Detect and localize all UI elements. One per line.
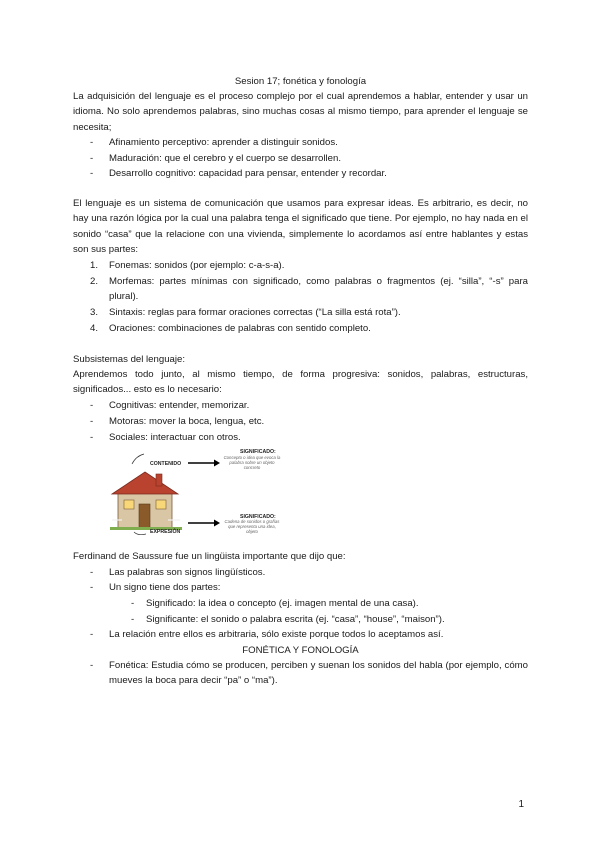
significado-bottom-desc: Cadena de sonidos o grafías que representa una idea, objeto (224, 519, 280, 534)
bullet-dash: - (131, 598, 135, 609)
list-item-text: Afinamiento perceptivo: aprender a distinguir sonidos. (109, 137, 338, 148)
bullet-dash: - (90, 137, 94, 148)
list-item-text: Significado: la idea o concepto (ej. imagen mental de una casa). (146, 598, 419, 609)
bullet-dash: - (90, 567, 94, 578)
list-item-text: Motoras: mover la boca, lengua, etc. (109, 416, 265, 427)
bullet-dash: - (90, 400, 94, 411)
item-text: Morfemas: partes mínimas con significado, como palabras o fragmentos (ej. “silla”, “-s” para plural). (109, 276, 528, 303)
subsystems-intro: Aprendemos todo junto, al mismo tiempo, de forma progresiva: sonidos, palabras, estructuras, significados... esto es lo necesario: (73, 369, 528, 396)
item-number: 3. (90, 307, 99, 318)
list-item-text: Desarrollo cognitivo: capacidad para pensar, entender y recordar. (109, 168, 387, 179)
bullet-dash: - (90, 629, 94, 640)
significado-top-desc: Concepto o idea que evoca la palabra sobre un objeto concreto (223, 455, 281, 470)
significado-bottom-label: SIGNIFICADO: (240, 514, 276, 520)
arrow-bottom-head (214, 520, 220, 527)
bullet-dash: - (90, 168, 94, 179)
language-definition: El lenguaje es un sistema de comunicación que usamos para expresar ideas. Es arbitrario, es decir, no hay una razón lógica por la cual una palabra tenga el significado que tiene. Por ejemplo, no hay nada en el sonido “casa” que la relacione con una vivienda, simplemente lo acordamos así entre hablantes y estas son sus partes: (73, 198, 528, 256)
item-number: 1. (90, 260, 99, 271)
significado-top-label: SIGNIFICADO: (240, 449, 276, 455)
list-item-text: Sociales: interactuar con otros. (109, 432, 241, 443)
bullet-dash: - (90, 660, 94, 671)
section-title: FONÉTICA Y FONOLOGÍA (242, 645, 359, 656)
bullet-dash: - (90, 416, 94, 427)
bullet-dash: - (90, 582, 94, 593)
list-item-text: Maduración: que el cerebro y el cuerpo se desarrollen. (109, 153, 341, 164)
list-item-text: Cognitivas: entender, memorizar. (109, 400, 250, 411)
intro-paragraph: La adquisición del lenguaje es el proceso complejo por el cual aprendemos a hablar, entender y usar un idioma. No solo aprendemos palabras, sino muchas cosas al mismo tiempo, para aprender el lenguaje se necesita; (73, 91, 528, 133)
bullet-dash: - (90, 153, 94, 164)
list-item-text: Fonética: Estudia cómo se producen, perciben y suenan los sonidos del habla (por ejemplo, cómo mueves la boca para decir “pa” o “ma”). (109, 660, 528, 687)
bullet-dash: - (90, 432, 94, 443)
item-number: 2. (90, 276, 99, 287)
item-text: Fonemas: sonidos (por ejemplo: c-a-s-a). (109, 260, 285, 271)
list-item-text: Las palabras son signos lingüísticos. (109, 567, 266, 578)
saussure-intro: Ferdinand de Saussure fue un lingüista importante que dijo que: (73, 551, 346, 562)
sign-diagram (110, 444, 315, 540)
page-title: Sesion 17; fonética y fonología (234, 76, 367, 87)
curve-arrow-bottom (134, 532, 146, 535)
house-illustration (110, 472, 182, 530)
curve-arrow-top (132, 454, 144, 464)
item-text: Sintaxis: reglas para formar oraciones correctas (“La silla está rota”). (109, 307, 401, 318)
item-number: 4. (90, 323, 99, 334)
list-item-text: La relación entre ellos es arbitraria, sólo existe porque todos lo aceptamos así. (109, 629, 444, 640)
subsystems-heading: Subsistemas del lenguaje: (73, 354, 185, 365)
bullet-dash: - (131, 614, 135, 625)
contenido-label: CONTENIDO (150, 461, 182, 467)
item-text: Oraciones: combinaciones de palabras con sentido completo. (109, 323, 371, 334)
page-number: 1 (518, 798, 524, 810)
arrow-top-head (214, 460, 220, 467)
list-item-text: Significante: el sonido o palabra escrita (ej. “casa”, “house”, “maison”). (146, 614, 445, 625)
expresion-label: EXPRESIÓN (150, 529, 181, 535)
list-item-text: Un signo tiene dos partes: (109, 582, 221, 593)
